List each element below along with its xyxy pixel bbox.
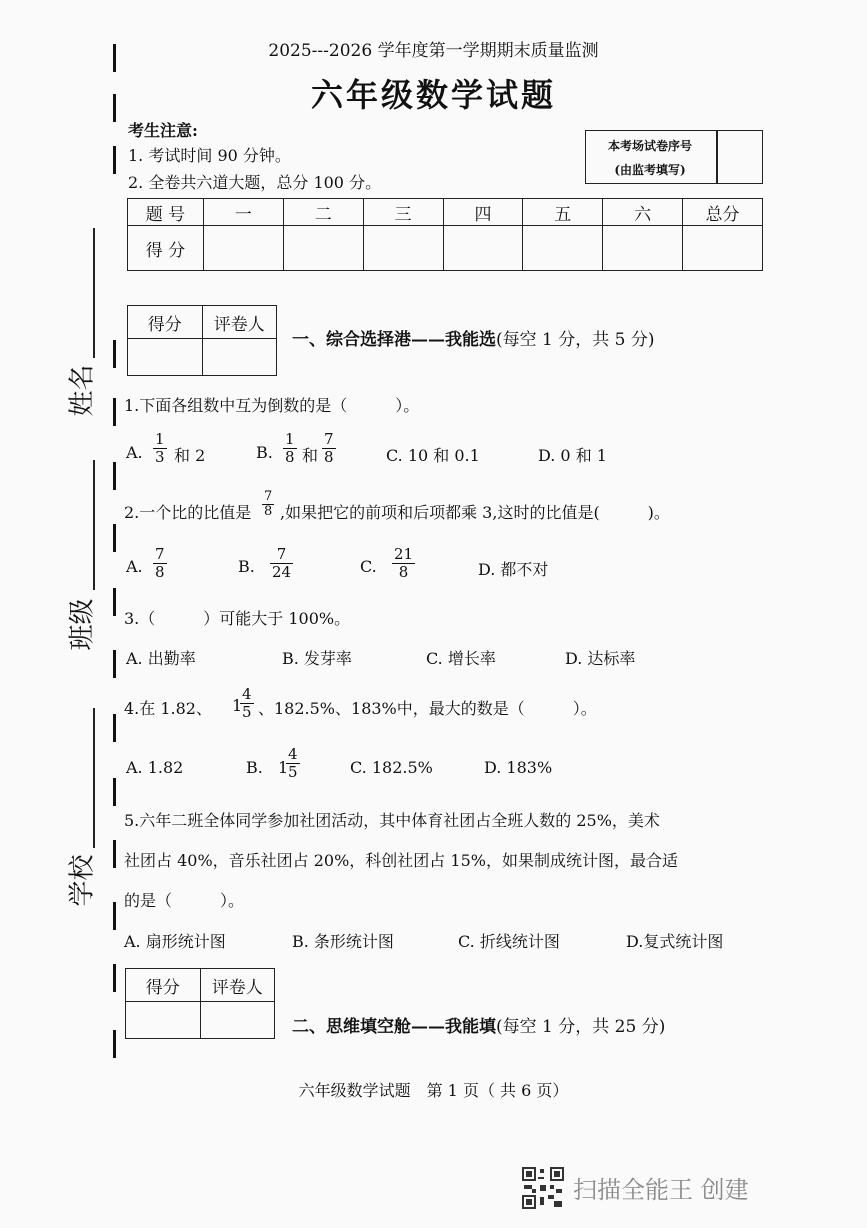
q1-option-b-connector: 和 bbox=[302, 446, 319, 465]
q4-option-d: D. 183% bbox=[484, 758, 553, 777]
score-col-6: 六 bbox=[603, 199, 683, 226]
notice-heading: 考生注意: bbox=[128, 121, 198, 140]
score-col-1: 一 bbox=[203, 199, 283, 226]
name-fill-line[interactable] bbox=[93, 228, 95, 358]
grader-score-cell[interactable] bbox=[128, 339, 203, 376]
q5-option-c: C. 折线统计图 bbox=[458, 932, 560, 951]
grader-name-cell[interactable] bbox=[202, 339, 277, 376]
q1-option-d: D. 0 和 1 bbox=[538, 446, 607, 465]
exam-header: 2025---2026 学年度第一学期期末质量监测 bbox=[268, 41, 599, 61]
notice-line-1: 1. 考试时间 90 分钟。 bbox=[128, 146, 291, 165]
q2-stem-start: 2.一个比的比值是 bbox=[124, 503, 252, 522]
q4-stem-start: 4.在 1.82、 bbox=[124, 699, 212, 718]
score-cell[interactable] bbox=[603, 226, 683, 271]
fraction-numerator: 1 bbox=[155, 430, 165, 448]
q5-stem-line-1: 5.六年二班全体同学参加社团活动，其中体育社团占全班人数的 25%，美术 bbox=[124, 811, 660, 830]
q2-stem-fraction bbox=[262, 490, 274, 519]
section1-grader-table bbox=[127, 305, 277, 376]
binding-dash bbox=[113, 650, 116, 678]
q2-option-a-fraction bbox=[153, 546, 167, 581]
section2-grader-table bbox=[125, 968, 275, 1039]
score-col-3: 三 bbox=[363, 199, 443, 226]
binding-dash bbox=[113, 44, 116, 72]
q3-option-c: C. 增长率 bbox=[426, 649, 496, 668]
fraction-denominator: 5 bbox=[288, 763, 298, 781]
score-cell[interactable] bbox=[363, 226, 443, 271]
q5-option-b: B. 条形统计图 bbox=[292, 932, 394, 951]
fraction-denominator: 3 bbox=[155, 448, 165, 466]
q3-stem: 3.（ ）可能大于 100%。 bbox=[124, 609, 351, 628]
notice-line-2: 2. 全卷共六道大题，总分 100 分。 bbox=[128, 173, 382, 192]
q2-option-d: D. 都不对 bbox=[478, 560, 549, 579]
binding-dash bbox=[113, 964, 116, 992]
q4-stem-end: 、182.5%、183%中，最大的数是（ ）。 bbox=[258, 699, 597, 718]
score-table-header-row bbox=[128, 199, 763, 226]
grader-name-cell[interactable] bbox=[200, 1002, 275, 1039]
q4-option-a: A. 1.82 bbox=[126, 758, 184, 777]
fraction-numerator: 7 bbox=[270, 546, 293, 564]
q2-stem-end: ,如果把它的前项和后项都乘 3,这时的比值是( )。 bbox=[280, 503, 670, 522]
fraction-denominator: 8 bbox=[398, 563, 409, 581]
binding-dash bbox=[113, 524, 116, 552]
score-col-total: 总分 bbox=[683, 199, 763, 226]
binding-dash bbox=[113, 146, 116, 174]
section1-title-row bbox=[292, 325, 655, 350]
q1-option-a-label: A. bbox=[126, 443, 143, 462]
q1-option-b-fraction-1 bbox=[283, 431, 297, 466]
q3-option-a: A. 出勤率 bbox=[126, 649, 196, 668]
q5-option-a: A. 扇形统计图 bbox=[124, 932, 226, 951]
fraction-denominator: 5 bbox=[242, 703, 252, 721]
exam-title: 六年级数学试题 bbox=[310, 76, 556, 114]
q4-stem-fraction bbox=[240, 686, 254, 721]
binding-dash bbox=[113, 462, 116, 490]
q2-option-b-fraction bbox=[270, 546, 293, 581]
class-label: 班级 bbox=[67, 598, 98, 651]
score-col-5: 五 bbox=[523, 199, 603, 226]
q3-option-b: B. 发芽率 bbox=[282, 649, 352, 668]
fraction-numerator: 21 bbox=[394, 545, 414, 563]
q2-option-c-fraction bbox=[392, 546, 415, 581]
binding-dash bbox=[113, 902, 116, 930]
score-cell[interactable] bbox=[283, 226, 363, 271]
score-cell[interactable] bbox=[683, 226, 763, 271]
fraction-denominator: 8 bbox=[264, 504, 273, 519]
section2-title-row bbox=[292, 1012, 665, 1037]
fraction-numerator: 7 bbox=[324, 430, 334, 448]
section1-note: (每空 1 分，共 5 分) bbox=[496, 330, 655, 350]
score-table-score-label: 得 分 bbox=[128, 226, 204, 271]
score-cell[interactable] bbox=[443, 226, 523, 271]
q5-option-d: D.复式统计图 bbox=[626, 932, 724, 951]
binding-dash bbox=[113, 778, 116, 806]
score-table-header-label: 题 号 bbox=[128, 199, 204, 226]
q4-option-b-fraction bbox=[286, 746, 300, 781]
q2-option-b-label: B. bbox=[238, 557, 255, 576]
fraction-numerator: 4 bbox=[242, 685, 252, 703]
school-fill-line[interactable] bbox=[93, 708, 95, 848]
score-table bbox=[127, 198, 763, 271]
q1-option-a-fraction bbox=[153, 431, 167, 466]
q5-stem-line-3: 的是（ ）。 bbox=[124, 891, 245, 910]
fraction-denominator: 8 bbox=[155, 563, 165, 581]
binding-dash bbox=[113, 340, 116, 368]
fraction-denominator: 8 bbox=[324, 448, 334, 466]
grader-score-label: 得分 bbox=[126, 969, 201, 1002]
seat-number-note: (由监考填写) bbox=[614, 163, 686, 177]
fraction-numerator: 7 bbox=[155, 545, 165, 563]
binding-dash bbox=[113, 714, 116, 742]
class-fill-line[interactable] bbox=[93, 460, 95, 590]
score-table-score-row bbox=[128, 226, 763, 271]
fraction-numerator: 1 bbox=[285, 430, 295, 448]
scanner-watermark: 扫描全能王 创建 bbox=[573, 1176, 749, 1204]
seat-number-label: 本考场试卷序号 bbox=[607, 139, 692, 153]
school-label: 学校 bbox=[67, 854, 98, 907]
fraction-numerator: 4 bbox=[288, 745, 298, 763]
q4-option-b-label: B. bbox=[246, 758, 263, 777]
score-cell[interactable] bbox=[523, 226, 603, 271]
q1-stem: 1.下面各组数中互为倒数的是（ ）。 bbox=[124, 396, 420, 415]
q1-option-b-fraction-2 bbox=[322, 431, 336, 466]
name-label: 姓名 bbox=[67, 364, 98, 417]
grader-name-label: 评卷人 bbox=[200, 969, 275, 1002]
score-col-2: 二 bbox=[283, 199, 363, 226]
binding-dash bbox=[113, 1030, 116, 1058]
q4-stem-whole: 1 bbox=[232, 696, 243, 715]
binding-dash bbox=[113, 94, 116, 122]
q2-option-c-label: C. bbox=[360, 557, 377, 576]
q4-option-b-whole: 1 bbox=[278, 758, 289, 777]
binding-dash bbox=[113, 398, 116, 426]
seat-number-box bbox=[585, 130, 763, 184]
seat-box-divider bbox=[716, 131, 718, 183]
q5-stem-line-2: 社团占 40%，音乐社团占 20%，科创社团占 15%，如果制成统计图，最合适 bbox=[124, 851, 678, 870]
score-col-4: 四 bbox=[443, 199, 523, 226]
page-footer: 六年级数学试题 第 1 页（ 共 6 页） bbox=[298, 1081, 569, 1100]
section2-title: 二、思维填空舱——我能填 bbox=[292, 1017, 496, 1037]
qr-code-icon bbox=[522, 1167, 564, 1209]
q1-option-c: C. 10 和 0.1 bbox=[386, 446, 480, 465]
grader-score-cell[interactable] bbox=[126, 1002, 201, 1039]
q1-option-b-label: B. bbox=[256, 443, 273, 462]
fraction-denominator: 24 bbox=[272, 563, 292, 581]
q1-option-a-text: 和 2 bbox=[174, 446, 206, 465]
binding-dash bbox=[113, 840, 116, 868]
section1-title: 一、综合选择港——我能选 bbox=[292, 330, 496, 350]
grader-score-label: 得分 bbox=[128, 306, 203, 339]
section2-note: (每空 1 分，共 25 分) bbox=[496, 1017, 666, 1037]
q2-option-a-label: A. bbox=[126, 557, 143, 576]
binding-dash bbox=[113, 588, 116, 616]
score-cell[interactable] bbox=[203, 226, 283, 271]
fraction-denominator: 8 bbox=[285, 448, 295, 466]
grader-name-label: 评卷人 bbox=[202, 306, 277, 339]
q3-option-d: D. 达标率 bbox=[565, 649, 636, 668]
q4-option-c: C. 182.5% bbox=[350, 758, 433, 777]
fraction-numerator: 7 bbox=[264, 489, 273, 504]
